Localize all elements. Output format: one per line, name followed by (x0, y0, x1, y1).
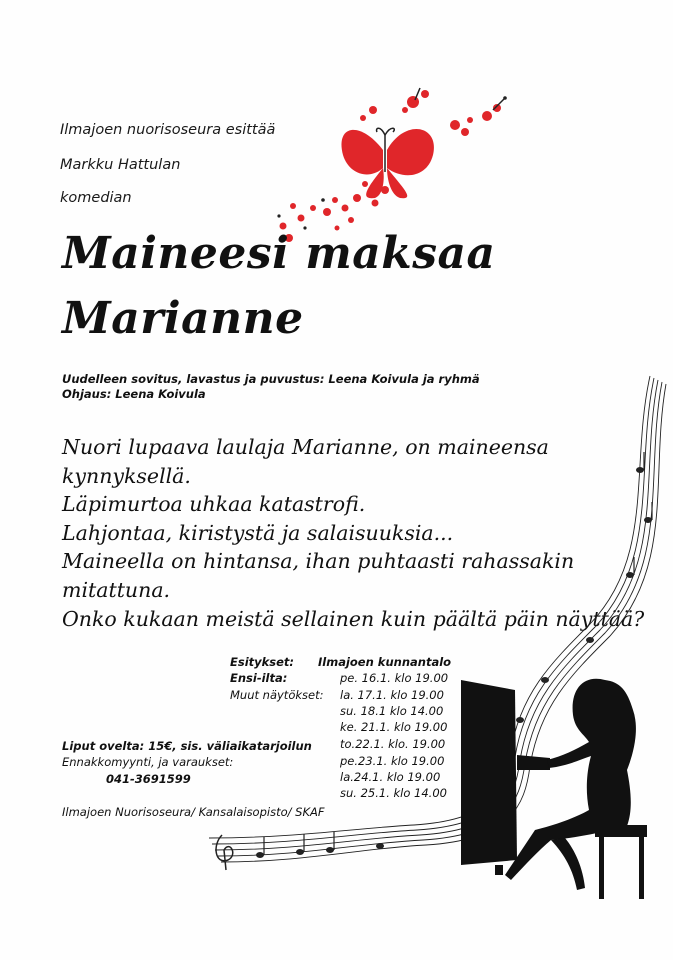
show-date: ke. 21.1. klo 19.00 (340, 720, 448, 734)
venue: Ilmajoen kunnantalo (318, 655, 452, 669)
title-line-2: Marianne (62, 293, 304, 344)
show-date: la.24.1. klo 19.00 (340, 770, 441, 784)
other-shows-label: Muut näytökset: (230, 688, 324, 702)
description-line: kynnyksellä. (62, 463, 191, 488)
organizers: Ilmajoen Nuorisoseura/ Kansalaisopisto/ SKAF (62, 805, 325, 819)
show-date: pe.23.1. klo 19.00 (340, 754, 445, 768)
credits-line-1: Uudelleen sovitus, lavastus ja puvustus: Leena Koivula ja ryhmä (62, 372, 480, 386)
description-line: Maineella on hintansa, ihan puhtaasti rahassakin (62, 549, 575, 574)
playwright-line: Markku Hattulan (60, 157, 181, 173)
show-date: su. 18.1 klo 14.00 (340, 704, 444, 718)
genre-line: komedian (60, 190, 132, 206)
phone-number: 041-3691599 (106, 772, 191, 786)
show-date: pe. 16.1. klo 19.00 (340, 671, 449, 685)
show-date: su. 25.1. klo 14.00 (340, 786, 447, 800)
ticket-price: Liput ovelta: 15€, sis. väliaikatarjoilun (62, 739, 312, 753)
credits-line-2: Ohjaus: Leena Koivula (62, 387, 206, 401)
description-line: mitattuna. (62, 577, 171, 602)
title-line-1: Maineesi maksaa (62, 228, 496, 279)
presenter-line: Ilmajoen nuorisoseura esittää (60, 122, 276, 138)
show-date: la. 17.1. klo 19.00 (340, 688, 444, 702)
show-date: to.22.1. klo. 19.00 (340, 737, 446, 751)
description-line: Läpimurtoa uhkaa katastrofi. (62, 492, 366, 517)
description-line: Lahjontaa, kiristystä ja salaisuuksia... (62, 520, 454, 545)
presale-info: Ennakkomyynti, ja varaukset: (62, 755, 234, 769)
description-line: Onko kukaan meistä sellainen kuin päältä päin näyttää? (62, 606, 645, 631)
description-line: Nuori lupaava laulaja Marianne, on maineensa (62, 435, 549, 459)
premiere-label: Ensi-ilta: (230, 671, 288, 685)
pianist-silhouette (455, 660, 673, 910)
performances-label: Esitykset: (230, 655, 295, 669)
